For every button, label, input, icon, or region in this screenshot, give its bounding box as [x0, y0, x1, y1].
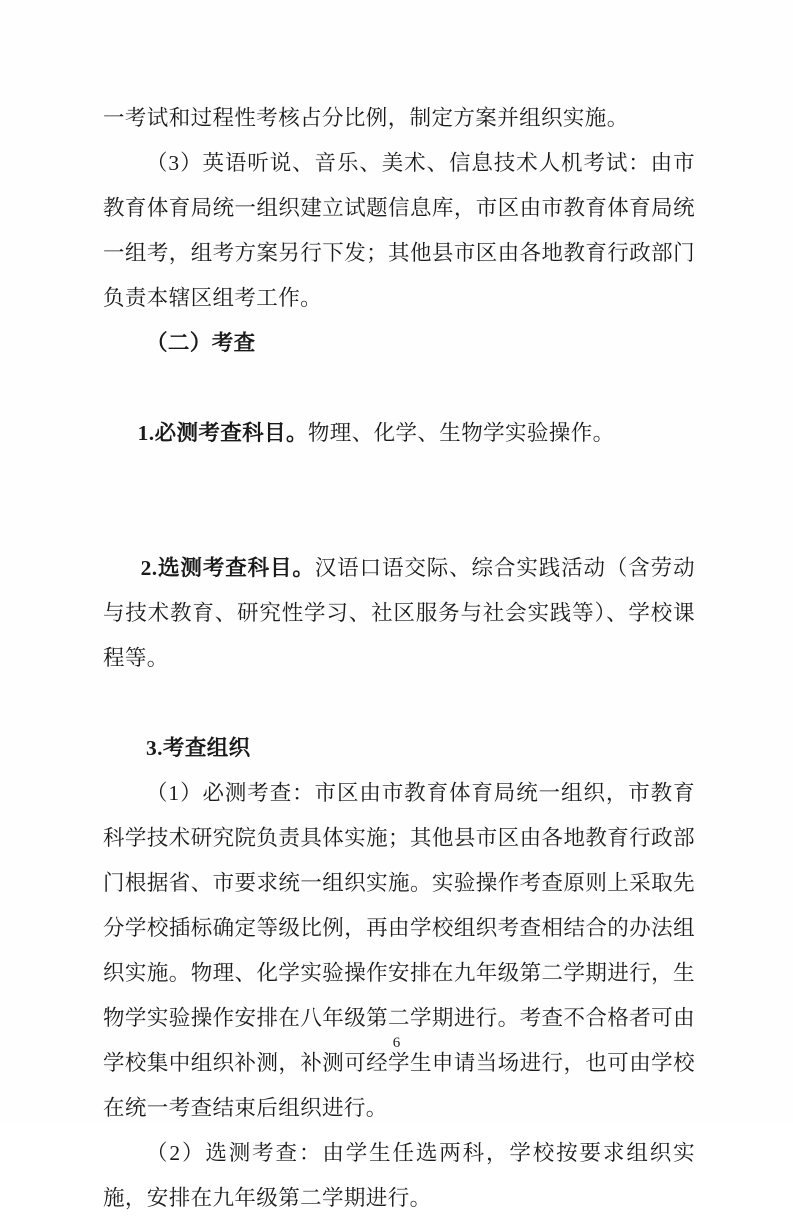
- paragraph-optional-inspection-organization: （2）选测考查：由学生任选两科，学校按要求组织实施，安排在九年级第二学期进行。: [103, 1141, 695, 1210]
- paragraph-optional-inspection-subjects: [103, 501, 695, 726]
- page-number: 6: [392, 1035, 401, 1051]
- text-optional-inspection-subjects: 汉语口语交际、综合实践活动（含劳动与技术教育、研究性学习、社区服务与社会实践等）、学校课程等。: [103, 556, 695, 670]
- paragraph-required-inspection-organization: （1）必测考查：市区由市教育体育局统一组织，市教育科学技术研究院负责具体实施；其他县市区由各地教育行政部门根据省、市要求统一组织实施。实验操作考查原则上采取先分学校插标确定等级比例，再由学校组织考查相结合的办法组织实施。物理、化学实验操作安排在九年级第二学期进行，生物学实验操作安排在八年级第二学期进行。考查不合格者可由学校集中组织补测，补测可经学生申请当场进行，也可由学校在统一考查结束后组织进行。: [103, 781, 695, 1120]
- label-required-inspection-subjects: 1.必测考查科目。: [137, 421, 308, 445]
- heading-section-two-inspection: （二）考查: [146, 331, 256, 355]
- paragraph-required-inspection-subjects: [103, 366, 695, 501]
- label-optional-inspection-subjects: 2.选测考查科目。: [140, 556, 315, 580]
- heading-inspection-organization: 3.考查组织: [146, 736, 251, 760]
- text-required-inspection-subjects: 物理、化学、生物学实验操作。: [307, 421, 615, 445]
- paragraph-item-3-exam: （3）英语听说、音乐、美术、信息技术人机考试：由市教育体育局统一组织建立试题信息库，市区由市教育体育局统一组考，组考方案另行下发；其他县市区由各地教育行政部门负责本辖区组考工作。: [103, 151, 695, 310]
- document-body: [103, 96, 695, 1221]
- paragraph-continuation: 一考试和过程性考核占分比例，制定方案并组织实施。: [103, 106, 629, 130]
